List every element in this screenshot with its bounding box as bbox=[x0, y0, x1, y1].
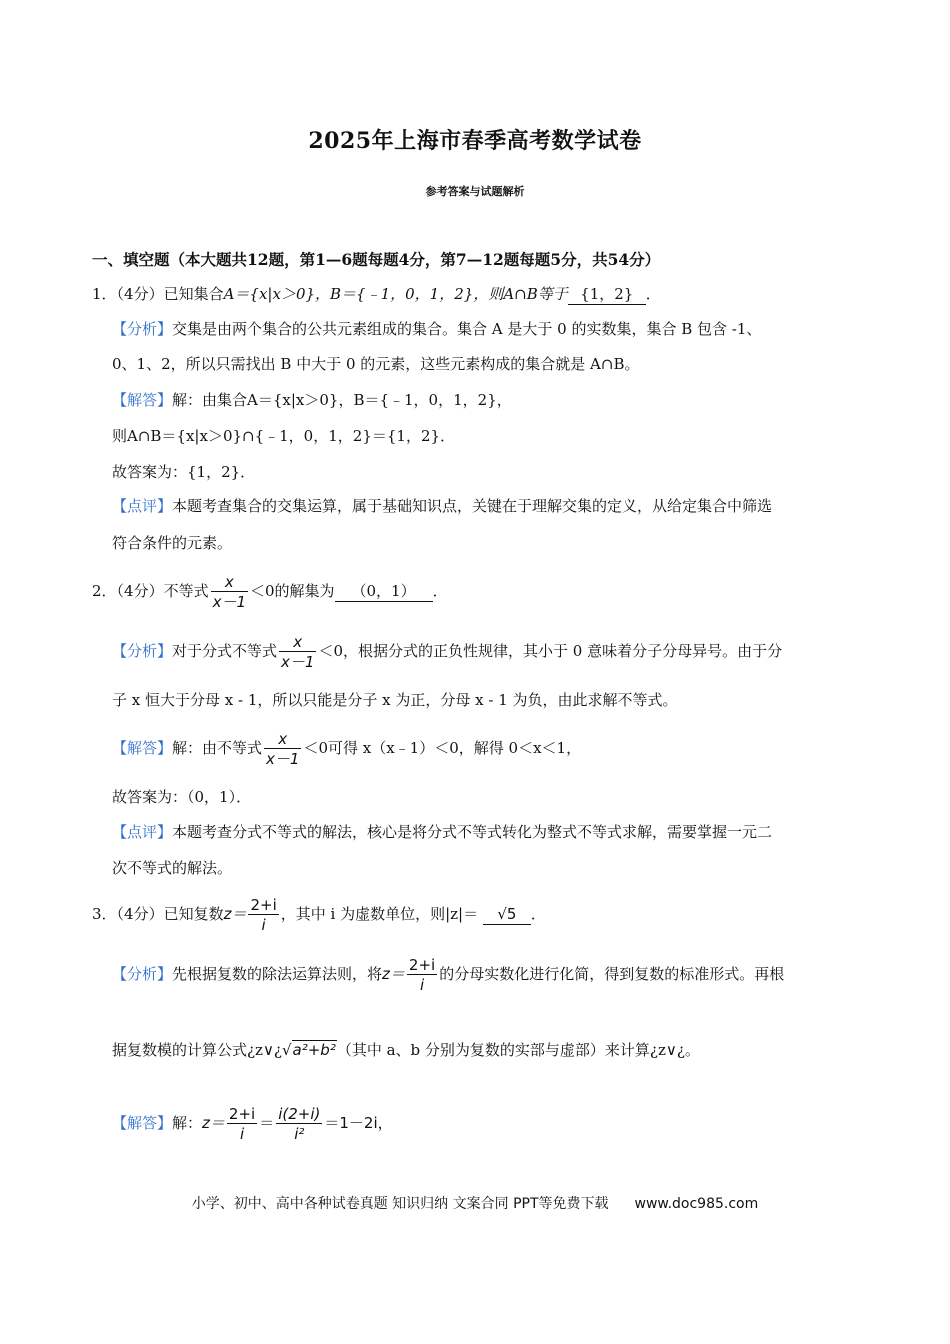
q2-analysis-cont: 子 x 恒大于分母 x - 1，所以只能是分子 x 为正，分母 x - 1 为负，由此求解不等式。 bbox=[112, 691, 678, 709]
q2-fraction: $\frac{x}{x-1}$ bbox=[212, 572, 247, 611]
analysis-tag: 【分析】 bbox=[112, 965, 173, 983]
section-heading: 一、填空题（本大题共12题，第1—6题每题4分，第7—12题每题5分，共54分） bbox=[92, 250, 661, 269]
q2-stem: 2．（4分）不等式 $\frac{x}{x-1}$ ＜0的解集为 （0，1） ． bbox=[92, 572, 448, 611]
q2-analysis: 【分析】对于分式不等式 $\frac{x}{x-1}$ ＜0，根据分式的正负性规律，其小于 0 意味着分子分母异号。由于分 bbox=[112, 632, 783, 671]
q3-stem: 3．（4分）已知复数z＝ $\frac{2+i}{i}$ ，其中 i 为虚数单位，则|z|＝ √5 ． bbox=[92, 895, 546, 934]
q1-final-answer: 故答案为：{1，2}． bbox=[112, 463, 256, 481]
q2-solution-fraction: $\frac{x}{x-1}$ bbox=[266, 729, 300, 768]
q3-analysis: 【分析】先根据复数的除法运算法则，将z＝ $\frac{2+i}{i}$ 的分母实数化进行化简，得到复数的标准形式。再根 bbox=[112, 955, 785, 994]
q2-answer: （0，1） bbox=[335, 581, 433, 602]
page-title: 2025年上海市春季高考数学试卷 bbox=[308, 128, 642, 154]
q2-analysis-fraction: $\frac{x}{x-1}$ bbox=[281, 632, 315, 671]
q1-analysis-cont: 0、1、2，所以只需找出 B 中大于 0 的元素，这些元素构成的集合就是 A∩B。 bbox=[112, 355, 640, 373]
q1-analysis: 【分析】交集是由两个集合的公共元素组成的集合。集合 A 是大于 0 的实数集，集合 B 包含 -1、 bbox=[112, 320, 762, 338]
footer-link[interactable]: www.doc985.com bbox=[634, 1196, 759, 1212]
q3-answer: √5 bbox=[483, 904, 531, 925]
solution-tag: 【解答】 bbox=[112, 391, 173, 409]
page-footer bbox=[0, 1193, 950, 1213]
q2-solution: 【解答】解：由不等式 $\frac{x}{x-1}$ ＜0可得 x（x﹣1）＜0，解得 0＜x＜1， bbox=[112, 729, 582, 768]
q1-solution-step: 则A∩B＝{x|x＞0}∩{﹣1，0，1，2}＝{1，2}． bbox=[112, 427, 456, 445]
q3-solution-fraction-2: $\frac{i(2+i)}{\text{i²}}$ bbox=[278, 1104, 321, 1143]
page-subtitle: 参考答案与试题解析 bbox=[425, 185, 525, 198]
q1-comment: 【点评】本题考查集合的交集运算，属于基础知识点，关键在于理解交集的定义，从给定集合中筛选 bbox=[112, 497, 773, 515]
solution-tag: 【解答】 bbox=[112, 1114, 173, 1132]
footer-text: 小学、初中、高中各种试卷真题 知识归纳 文案合同 PPT等免费下载 bbox=[191, 1196, 609, 1212]
q3-analysis-cont: 据复数模的计算公式¿z∨¿√a²+b²（其中 a、b 分别为复数的实部与虚部）来计算¿z∨¿。 bbox=[112, 1041, 700, 1059]
q1-stem: 1．（4分）已知集合A＝{x|x＞0}，B＝{﹣1，0，1，2}，则A∩B等于 {1，2} ． bbox=[92, 285, 661, 303]
q1-answer: {1，2} bbox=[568, 284, 646, 305]
sqrt-expression: √a²+b² bbox=[281, 1041, 336, 1059]
q2-comment-cont: 次不等式的解法。 bbox=[112, 859, 233, 877]
solution-tag: 【解答】 bbox=[112, 739, 173, 757]
analysis-tag: 【分析】 bbox=[112, 642, 173, 660]
q3-fraction: $\frac{2+i}{i}$ bbox=[250, 895, 277, 934]
q2-final-answer: 故答案为：（0，1）． bbox=[112, 788, 252, 806]
q2-comment: 【点评】本题考查分式不等式的解法，核心是将分式不等式转化为整式不等式求解，需要掌握一元二 bbox=[112, 823, 773, 841]
comment-tag: 【点评】 bbox=[112, 497, 173, 515]
q3-solution: 【解答】解：z＝ $\frac{2+i}{i}$ ＝ $\frac{i(2+i)}{\text{i²}}$ ＝1－2i， bbox=[112, 1104, 393, 1143]
comment-tag: 【点评】 bbox=[112, 823, 173, 841]
q3-analysis-fraction: $\frac{2+i}{i}$ bbox=[408, 955, 436, 994]
q1-comment-cont: 符合条件的元素。 bbox=[112, 534, 233, 552]
q1-solution: 【解答】解：由集合A＝{x|x＞0}，B＝{﹣1，0，1，2}， bbox=[112, 391, 512, 409]
analysis-tag: 【分析】 bbox=[112, 320, 173, 338]
q3-solution-fraction-1: $\frac{2+i}{i}$ bbox=[228, 1104, 256, 1143]
